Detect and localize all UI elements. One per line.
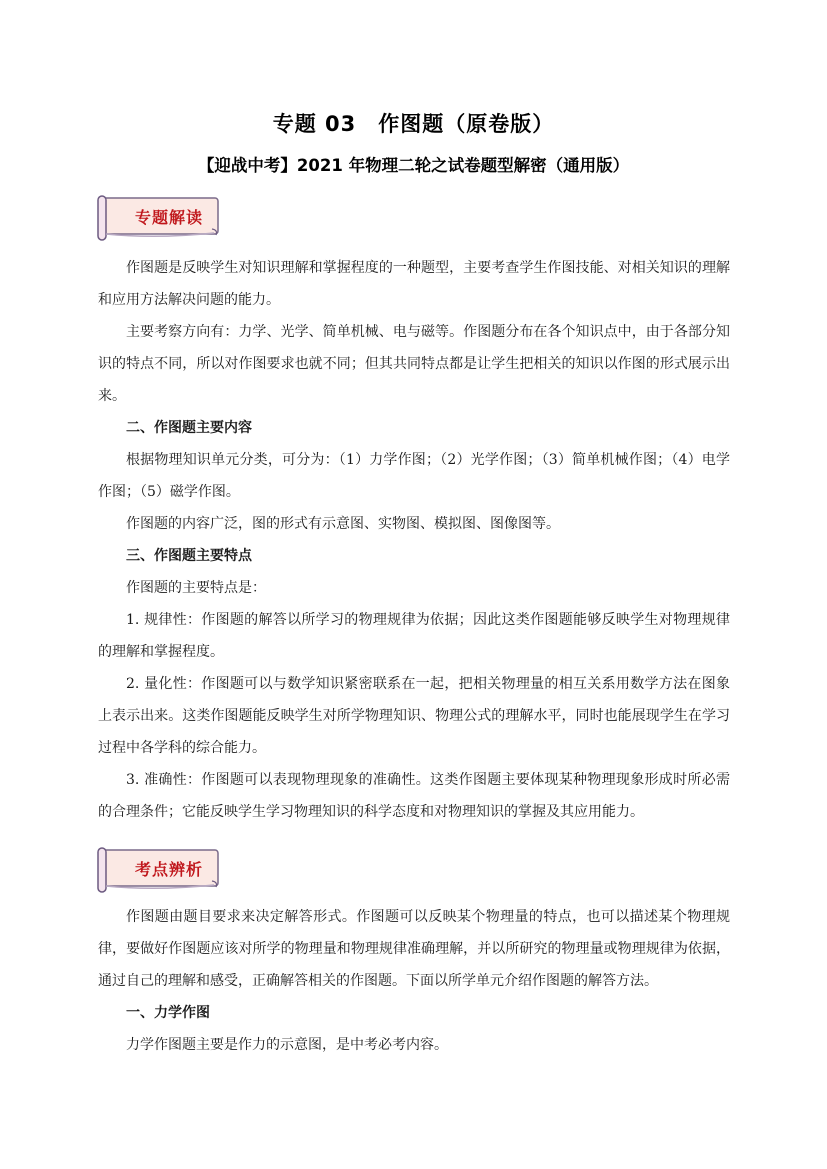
document-title: 专题 03 作图题（原卷版） <box>272 112 555 136</box>
paragraph: 作图题的主要特点是： <box>126 580 266 596</box>
section-analysis <box>98 901 730 1061</box>
banner-analysis <box>96 845 224 897</box>
paragraph: 1. 规律性：作图题的解答以所学习的物理规律为依据；因此这类作图题能够反映学生对物理规律的理解和掌握程度。 <box>98 612 730 660</box>
paragraph: 2. 量化性：作图题可以与数学知识紧密联系在一起，把相关物理量的相互关系用数学方法在图象上表示出来。这类作图题能反映学生对所学物理知识、物理公式的理解水平，同时也能展现学生在学习过程中各学科的综合能力。 <box>98 676 730 756</box>
paragraph: 根据物理知识单元分类，可分为：（1）力学作图；（2）光学作图；（3）简单机械作图；（4）电学作图；（5）磁学作图。 <box>98 452 730 500</box>
banner-interpretation <box>96 193 224 245</box>
section-heading: 三、作图题主要特点 <box>126 548 252 564</box>
banner-interpretation-label: 专题解读 <box>134 208 203 227</box>
paragraph: 作图题由题目要求来决定解答形式。作图题可以反映某个物理量的特点，也可以描述某个物理规律，要做好作图题应该对所学的物理量和物理规律准确理解，并以所研究的物理量或物理规律为依据，通过自己的理解和感受，正确解答相关的作图题。下面以所学单元介绍作图题的解答方法。 <box>98 909 730 989</box>
paragraph: 主要考察方向有：力学、光学、简单机械、电与磁等。作图题分布在各个知识点中，由于各部分知识的特点不同，所以对作图要求也就不同；但其共同特点都是让学生把相关的知识以作图的形式展示出来。 <box>98 324 730 404</box>
document-subtitle: 【迎战中考】2021 年物理二轮之试卷题型解密（通用版） <box>197 156 630 175</box>
section-heading: 二、作图题主要内容 <box>126 420 252 436</box>
section-heading: 一、力学作图 <box>126 1005 210 1021</box>
section-interpretation <box>98 252 730 828</box>
banner-analysis-label: 考点辨析 <box>134 860 203 879</box>
paragraph: 作图题的内容广泛，图的形式有示意图、实物图、模拟图、图像图等。 <box>126 516 560 532</box>
paragraph: 3. 准确性：作图题可以表现物理现象的准确性。这类作图题主要体现某种物理现象形成时所必需的合理条件；它能反映学生学习物理知识的科学态度和对物理知识的掌握及其应用能力。 <box>98 772 730 820</box>
paragraph: 作图题是反映学生对知识理解和掌握程度的一种题型，主要考查学生作图技能、对相关知识的理解和应用方法解决问题的能力。 <box>98 260 730 308</box>
paragraph: 力学作图题主要是作力的示意图，是中考必考内容。 <box>126 1037 448 1053</box>
